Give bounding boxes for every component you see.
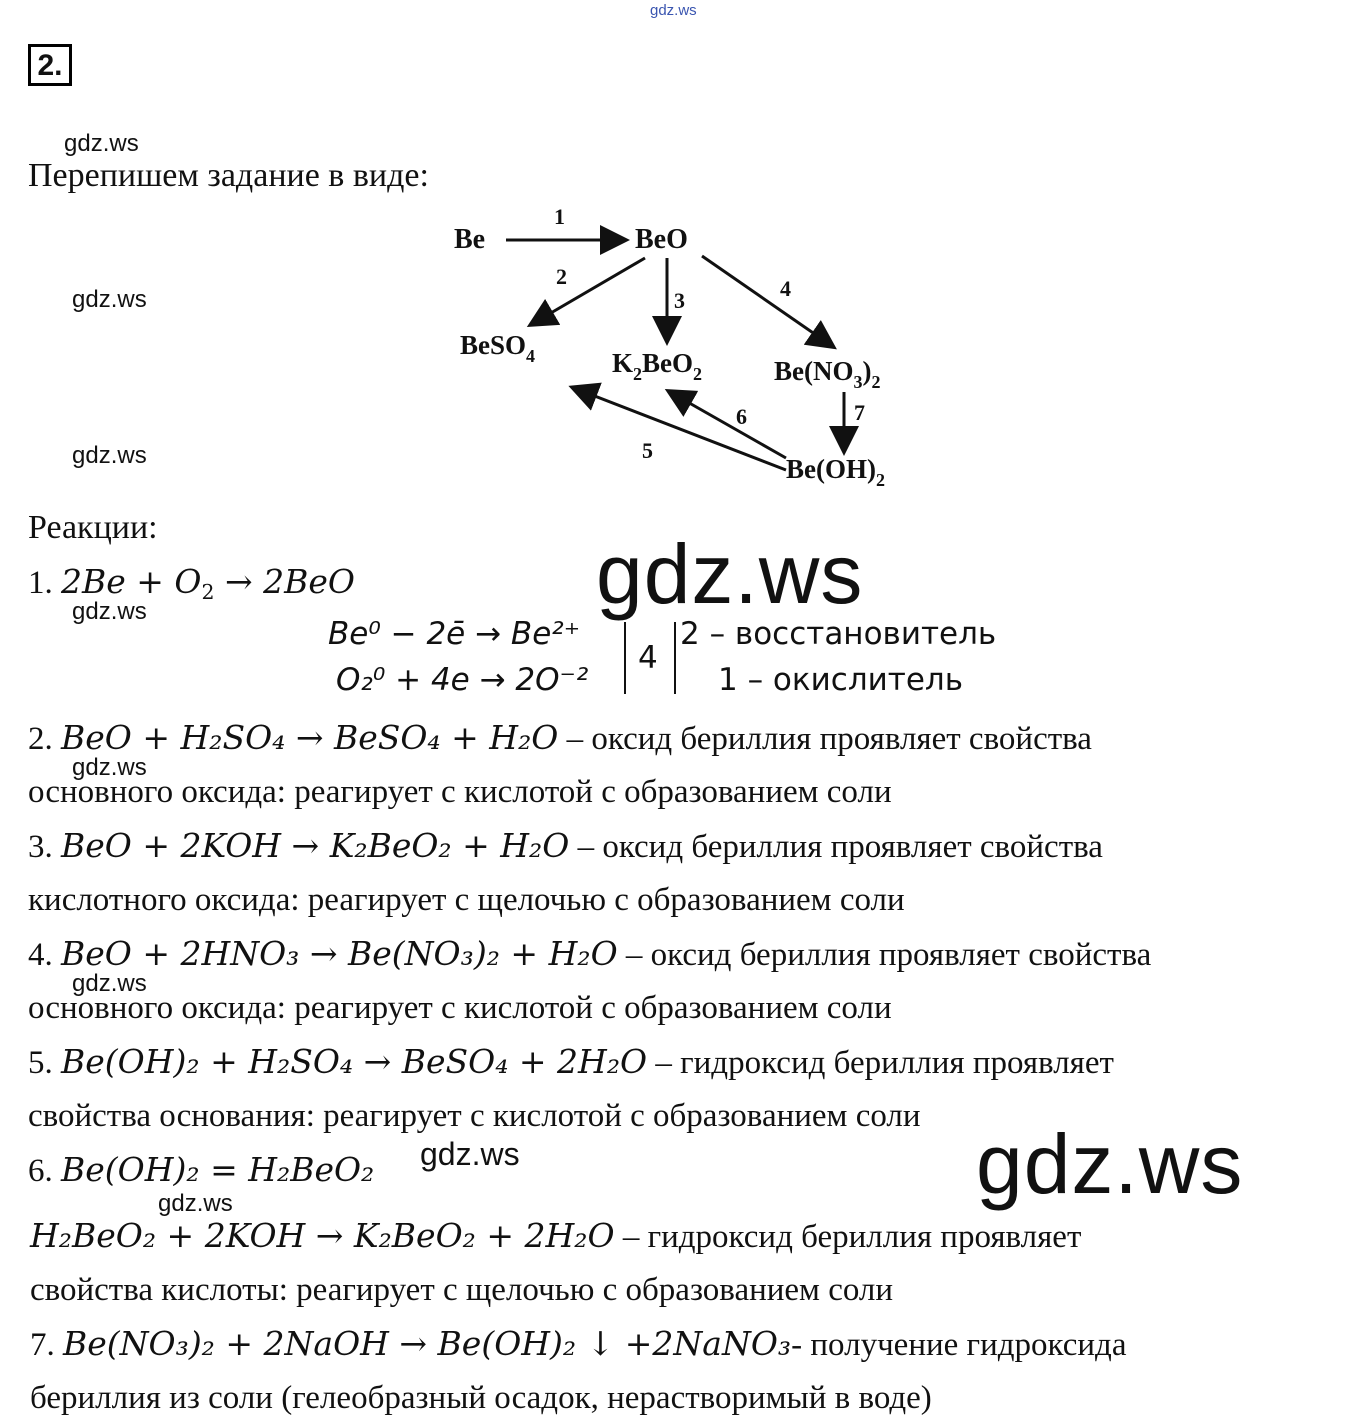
arrow-4 [702, 256, 832, 346]
reaction-6: 6. Be(OH)₂ = H₂BeO₂ [28, 1150, 375, 1189]
balance-row-2: O₂⁰ + 4e → 2O⁻² [336, 662, 589, 698]
node-beso4: BeSO$_4$ [460, 330, 536, 366]
watermark-big: gdz.ws [976, 1117, 1244, 1211]
reaction-7: 7. Be(NO₃)₂ + 2NaOH → Be(OH)₂ ↓ +2NaNO₃- получение гидроксида [30, 1324, 1127, 1363]
watermark: gdz.ws [420, 1136, 520, 1172]
node-k2beo2: $K_2BeO_2$ [612, 348, 703, 384]
reaction-4-desc: основного оксида: реагирует с кислотой с образованием соли [28, 990, 892, 1026]
watermark-big: gdz.ws [596, 527, 864, 621]
label-7: 7 [854, 400, 865, 425]
label-4: 4 [780, 276, 791, 301]
label-5: 5 [642, 438, 653, 463]
balance-divider-1 [624, 622, 626, 694]
node-be-no3-2: $Be(NO_3)_2$ [774, 356, 881, 392]
reactions-title: Реакции: [28, 509, 158, 546]
balance-divider-2 [674, 622, 676, 694]
watermark-top: gdz.ws [650, 2, 697, 19]
node-be: Be [454, 224, 486, 255]
reaction-5: 5. Be(OH)₂ + H₂SO₄ → BeSO₄ + 2H₂O – гидроксид бериллия проявляет [28, 1042, 1114, 1081]
node-beo: BeO [635, 224, 688, 255]
node-be-oh-2: $Be(OH)_2$ [786, 454, 885, 490]
watermark: gdz.ws [64, 130, 139, 157]
reaction-4: 4. BeO + 2HNO₃ → Be(NO₃)₂ + H₂O – оксид бериллия проявляет свойства [28, 934, 1152, 973]
watermark: gdz.ws [72, 442, 147, 469]
reaction-1: 1. $2Be + O_2 \to 2BeO$ [28, 562, 355, 605]
label-2: 2 [556, 264, 567, 289]
reaction-3-desc: кислотного оксида: реагирует с щелочью с образованием соли [28, 882, 905, 918]
reaction-3: 3. BeO + 2KOH → K₂BeO₂ + H₂O – оксид бериллия проявляет свойства [28, 826, 1103, 865]
label-1: 1 [554, 204, 565, 229]
arrow-5 [574, 388, 786, 470]
label-6: 6 [736, 404, 747, 429]
watermark: gdz.ws [158, 1190, 233, 1217]
reaction-2-desc: основного оксида: реагирует с кислотой с образованием соли [28, 774, 892, 810]
reaction-6-desc: свойства кислоты: реагирует с щелочью с образованием соли [30, 1272, 894, 1308]
watermark: gdz.ws [72, 286, 147, 313]
label-3: 3 [674, 288, 685, 313]
reaction-6b: H₂BeO₂ + 2KOH → K₂BeO₂ + 2H₂O – гидроксид бериллия проявляет [30, 1216, 1082, 1255]
balance-lcm: 4 [638, 640, 658, 676]
watermark: gdz.ws [72, 754, 147, 781]
balance-row-1: Be⁰ − 2ē → Be²⁺ [328, 616, 581, 652]
reaction-7-desc: бериллия из соли (гелеобразный осадок, нерастворимый в воде) [30, 1380, 932, 1416]
intro-text: Перепишем задание в виде: [28, 157, 429, 194]
balance-coef-2: 1 – окислитель [718, 662, 963, 698]
watermark: gdz.ws [72, 970, 147, 997]
watermark: gdz.ws [72, 598, 147, 625]
reaction-2: 2. BeO + H₂SO₄ → BeSO₄ + H₂O – оксид бериллия проявляет свойства [28, 718, 1092, 757]
balance-coef-1: 2 – восстановитель [680, 616, 997, 652]
task-number: 2. [28, 44, 72, 86]
reaction-5-desc: свойства основания: реагирует с кислотой с образованием соли [28, 1098, 921, 1134]
reaction-scheme [440, 196, 920, 496]
arrow-2 [532, 258, 645, 324]
